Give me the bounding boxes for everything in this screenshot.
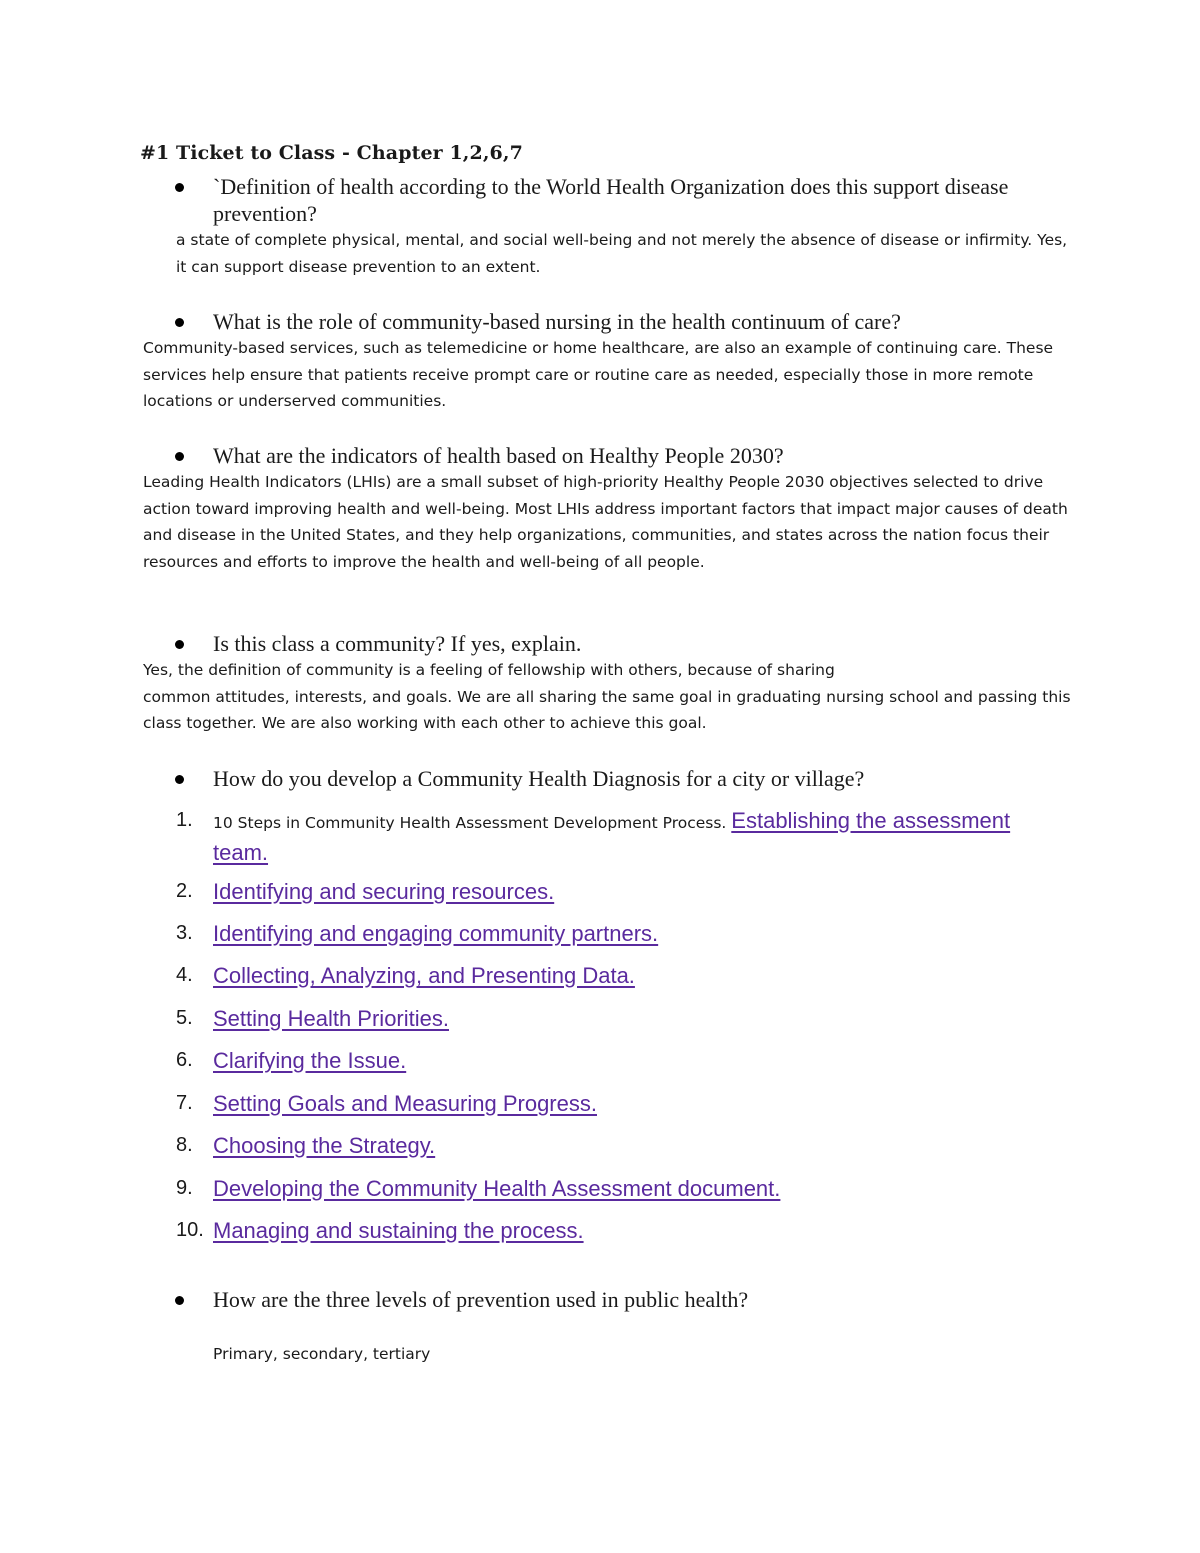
answer-class-community-rest: common attitudes, interests, and goals. We are all sharing the same goal in graduating nursing school and passing this class together. We are also working with each other to achieve this goal. <box>143 687 1071 732</box>
step-link-sustaining[interactable]: Managing and sustaining the process. <box>213 1218 584 1243</box>
step-item <box>213 1004 1013 1033</box>
step-item <box>213 877 1013 906</box>
answer-class-community-line1: Yes, the definition of community is a feeling of fellowship with others, because of sharing <box>143 661 835 679</box>
step-item <box>213 806 1013 867</box>
step-item <box>213 1216 1013 1245</box>
answer-who-definition: a state of complete physical, mental, and social well-being and not merely the absence of disease or infirmity. Yes, it can support disease prevention to an extent. <box>176 231 1068 276</box>
step-link-issue[interactable]: Clarifying the Issue. <box>213 1048 407 1073</box>
step-item <box>213 1089 1013 1118</box>
step-item <box>213 919 1013 948</box>
step-item <box>213 961 1013 990</box>
question-prevention-levels: How are the three levels of prevention used in public health? <box>213 1287 749 1312</box>
step-link-establishing-team[interactable]: Establishing the assessment team. <box>213 808 1011 865</box>
document-title: #1 Ticket to Class - Chapter 1,2,6,7 <box>140 142 523 164</box>
step-item <box>213 1046 1013 1075</box>
question-health-diagnosis: How do you develop a Community Health Diagnosis for a city or village? <box>213 766 865 791</box>
step-number: 6. <box>176 1049 193 1071</box>
steps-intro: 10 Steps in Community Health Assessment Development Process. <box>213 814 732 832</box>
step-number: 4. <box>176 964 193 986</box>
step-number: 10. <box>176 1219 204 1241</box>
bullet-icon <box>175 1296 184 1305</box>
step-link-strategy[interactable]: Choosing the Strategy. <box>213 1133 436 1158</box>
step-number: 1. <box>176 809 193 831</box>
question-who-definition: `Definition of health according to the World Health Organization does this support disease prevention? <box>213 174 1009 226</box>
answer-health-indicators: Leading Health Indicators (LHIs) are a small subset of high-priority Healthy People 2030 objectives selected to drive action toward improving health and well-being. Most LHIs address important factors that impact major causes of death and disease in the United States, and they help organizations, communities, and states across the nation focus their resources and efforts to improve the health and well-being of all people. <box>143 473 1068 571</box>
bullet-icon <box>175 775 184 784</box>
bullet-icon <box>175 640 184 649</box>
step-number: 9. <box>176 1177 193 1199</box>
answer-prevention-levels: Primary, secondary, tertiary <box>213 1345 431 1363</box>
step-link-priorities[interactable]: Setting Health Priorities. <box>213 1006 449 1031</box>
step-number: 2. <box>176 880 193 902</box>
step-item <box>213 1131 1013 1160</box>
step-link-resources[interactable]: Identifying and securing resources. <box>213 879 555 904</box>
step-link-document[interactable]: Developing the Community Health Assessment document. <box>213 1176 781 1201</box>
step-number: 5. <box>176 1007 193 1029</box>
step-link-data[interactable]: Collecting, Analyzing, and Presenting Data. <box>213 963 635 988</box>
step-link-goals[interactable]: Setting Goals and Measuring Progress. <box>213 1091 597 1116</box>
question-health-indicators: What are the indicators of health based on Healthy People 2030? <box>213 443 784 468</box>
answer-community-nursing: Community-based services, such as telemedicine or home healthcare, are also an example of continuing care. These services help ensure that patients receive prompt care or routine care as needed, especially those in more remote locations or underserved communities. <box>143 339 1054 410</box>
step-link-partners[interactable]: Identifying and engaging community partners. <box>213 921 659 946</box>
bullet-icon <box>175 318 184 327</box>
step-number: 3. <box>176 922 193 944</box>
question-class-community: Is this class a community? If yes, explain. <box>213 631 582 656</box>
answer-class-community <box>143 657 1073 737</box>
step-number: 7. <box>176 1092 193 1114</box>
step-item <box>213 1174 1013 1203</box>
step-number: 8. <box>176 1134 193 1156</box>
question-community-nursing: What is the role of community-based nursing in the health continuum of care? <box>213 309 901 334</box>
bullet-icon <box>175 452 184 461</box>
bullet-icon <box>175 183 184 192</box>
